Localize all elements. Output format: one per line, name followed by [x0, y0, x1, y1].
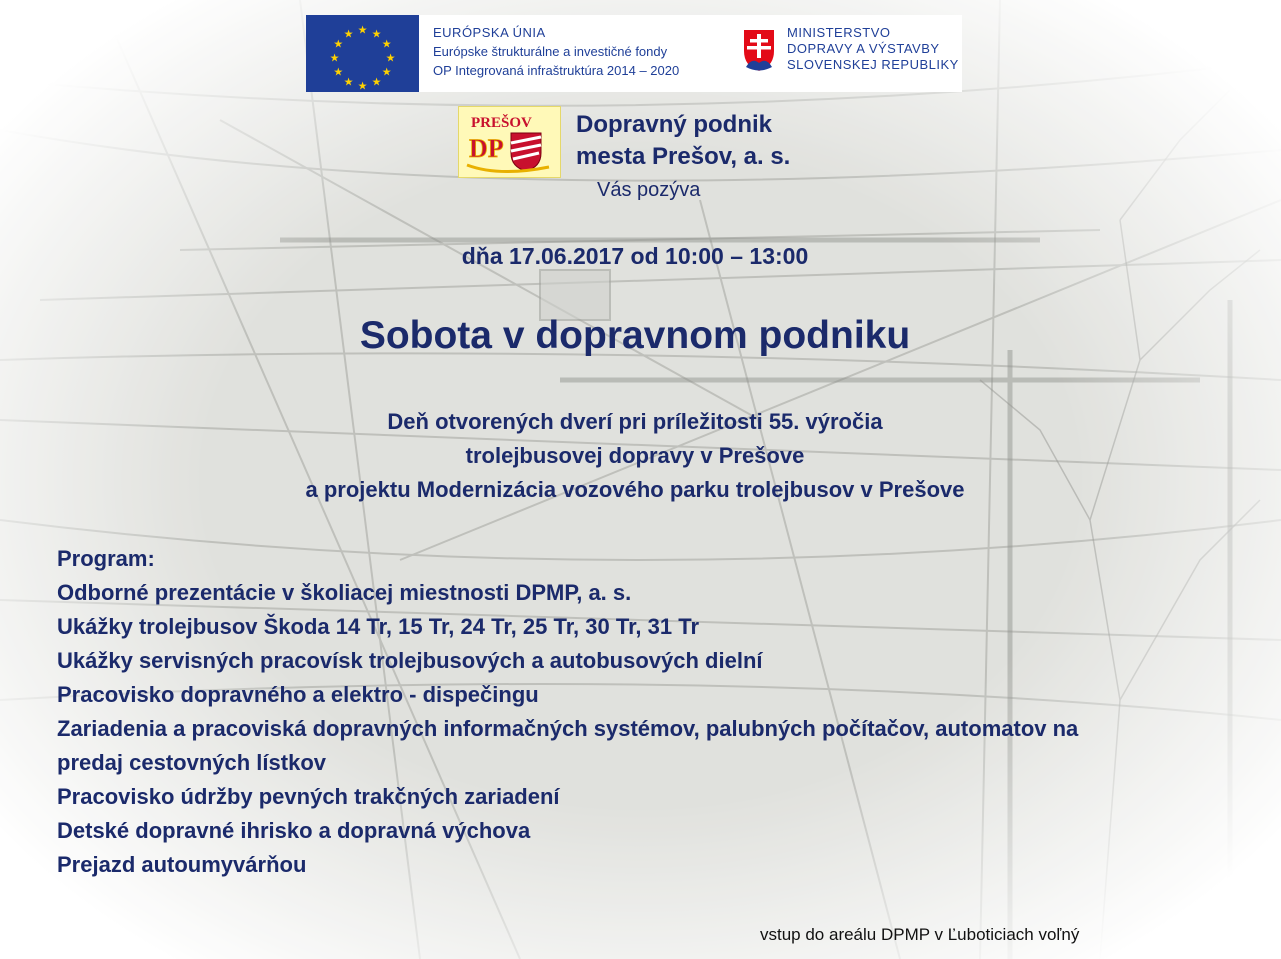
program-item: Pracovisko dopravného a elektro - dispečingu [57, 682, 539, 707]
event-date: dňa 17.06.2017 od 10:00 – 13:00 [461, 243, 809, 269]
slovak-coat-of-arms-icon [741, 27, 777, 73]
svg-text:★: ★ [333, 37, 344, 51]
svg-text:★: ★ [371, 75, 382, 89]
ministry-line-2: DOPRAVY A VÝSTAVBY [787, 41, 940, 56]
eu-funding-text [433, 23, 679, 80]
svg-text:★: ★ [343, 27, 354, 41]
program-item: Detské dopravné ihrisko a dopravná výchova [57, 818, 531, 843]
svg-text:★: ★ [343, 75, 354, 89]
svg-text:★: ★ [329, 51, 340, 65]
logo-dp-text: DP [469, 134, 504, 163]
company-name [576, 109, 790, 173]
svg-text:★: ★ [385, 51, 396, 65]
eu-funds-line: Európske štrukturálne a investičné fondy [433, 44, 668, 59]
subtitle-line: Deň otvorených dverí pri príležitosti 55. výročia [387, 409, 883, 434]
entry-note: vstup do areálu DPMP v Ľuboticiach voľný [760, 925, 1080, 944]
program-list [57, 542, 1217, 882]
eu-funding-banner [306, 15, 962, 92]
svg-text:★: ★ [357, 79, 368, 92]
eu-flag-icon [306, 15, 419, 92]
program-item: Prejazd autoumyvárňou [57, 852, 307, 877]
invite-text: Vás pozýva [597, 179, 701, 201]
svg-text:★: ★ [371, 27, 382, 41]
program-item: Ukážky servisných pracovísk trolejbusových a autobusových dielní [57, 648, 763, 673]
ministry-line-1: MINISTERSTVO [787, 25, 891, 40]
program-heading: Program: [57, 546, 155, 571]
ministry-line-3: SLOVENSKEJ REPUBLIKY [787, 57, 959, 72]
ministry-logo [741, 23, 961, 87]
program-item: Odborné prezentácie v školiacej miestnosti DPMP, a. s. [57, 580, 632, 605]
dp-presov-logo [458, 106, 561, 178]
event-title: Sobota v dopravnom podniku [359, 314, 911, 357]
eu-program-line: OP Integrovaná infraštruktúra 2014 – 2020 [433, 63, 680, 78]
event-subtitle [0, 405, 1270, 507]
eu-title: EURÓPSKA ÚNIA [433, 25, 546, 40]
program-item: Ukážky trolejbusov Škoda 14 Tr, 15 Tr, 24 Tr, 25 Tr, 30 Tr, 31 Tr [57, 614, 700, 639]
subtitle-line: a projektu Modernizácia vozového parku trolejbusov v Prešove [305, 477, 965, 502]
svg-text:★: ★ [381, 37, 392, 51]
company-name-line-1: Dopravný podnik [576, 111, 773, 138]
logo-city-text: PREŠOV [471, 115, 532, 131]
svg-text:★: ★ [333, 65, 344, 79]
svg-text:★: ★ [381, 65, 392, 79]
svg-text:★: ★ [357, 23, 368, 37]
program-item: Pracovisko údržby pevných trakčných zariadení [57, 784, 560, 809]
program-item: predaj cestovných lístkov [57, 750, 326, 775]
program-item: Zariadenia a pracoviská dopravných informačných systémov, palubných počítačov, automatov na [57, 716, 1079, 741]
company-name-line-2: mesta Prešov, a. s. [576, 143, 791, 170]
subtitle-line: trolejbusovej dopravy v Prešove [465, 443, 805, 468]
